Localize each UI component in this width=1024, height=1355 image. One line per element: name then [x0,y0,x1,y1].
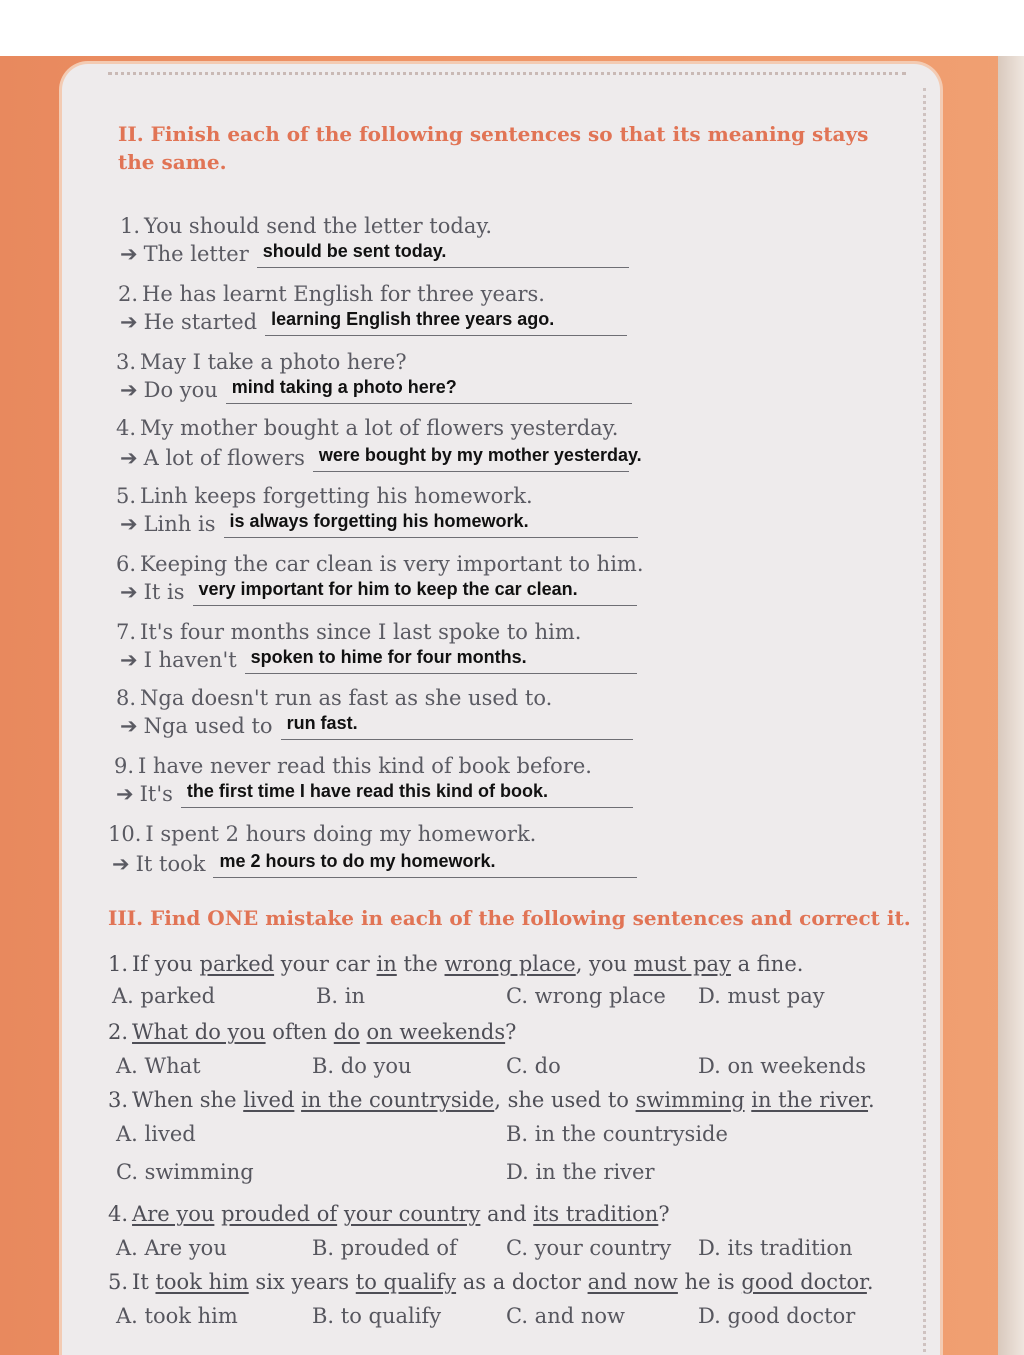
question-text: I spent 2 hours doing my homework. [145,822,537,846]
option-d[interactable]: D. its tradition [698,1236,853,1260]
mistake-question-1 [108,950,803,978]
question-number: 8. [116,686,137,710]
question-6 [116,550,644,578]
question-number: 1. [120,214,141,238]
answer-row-7 [120,646,637,674]
handwritten-answer: learning English three years ago. [271,309,555,329]
question-text: May I take a photo here? [140,350,407,374]
question-2 [118,280,545,308]
sentence-segment: , you [575,952,634,976]
question-number: 5. [116,484,137,508]
arrow-right-icon: ➔ [120,310,138,334]
answer-row-6 [120,578,637,606]
question-number: 4. [108,1202,129,1226]
answer-blank[interactable] [226,377,632,404]
underlined-segment: on weekends [366,1020,506,1044]
answer-blank[interactable] [313,445,642,472]
answer-prompt: Do you [143,378,218,402]
sentence-segment: six years [248,1270,356,1294]
handwritten-answer: mind taking a photo here? [231,377,457,397]
answer-blank[interactable] [213,851,637,878]
question-number: 2. [118,282,139,306]
sentence-segment [360,1020,367,1044]
sentence-segment: . [866,1270,874,1294]
underlined-segment: What do you [132,1020,266,1044]
answer-prompt: I haven't [143,648,237,672]
answer-row-3 [120,376,632,404]
page-border-dots-right [923,88,926,1355]
underlined-segment: and now [587,1270,678,1294]
underlined-segment: in the river [751,1088,869,1112]
sentence-segment: often [265,1020,334,1044]
option-d[interactable]: D. in the river [506,1160,655,1184]
next-page-edge [998,56,1024,1355]
answer-blank[interactable] [193,579,637,606]
arrow-right-icon: ➔ [116,782,134,806]
sentence-segment: ? [658,1202,670,1226]
option-a[interactable]: A. What [116,1054,201,1078]
underlined-segment: good doctor [741,1270,867,1294]
underlined-segment: took him [155,1270,249,1294]
question-number: 1. [108,952,129,976]
sentence-segment: It [132,1270,156,1294]
handwritten-answer: is always forgetting his homework. [229,511,529,531]
mistake-question-3 [108,1086,875,1114]
answer-prompt: It took [135,852,206,876]
question-number: 5. [108,1270,129,1294]
handwritten-answer: the first time I have read this kind of book. [186,781,548,801]
answer-blank[interactable] [257,241,629,268]
underlined-segment: lived [243,1088,295,1112]
arrow-right-icon: ➔ [120,580,138,604]
sentence-segment: If you [132,952,200,976]
option-c[interactable]: C. do [506,1054,561,1078]
answer-prompt: Nga used to [143,714,273,738]
underlined-segment: Are you [132,1202,215,1226]
mistake-question-4 [108,1200,670,1228]
question-text: My mother bought a lot of flowers yesterday. [140,416,619,440]
option-a[interactable]: A. Are you [116,1236,227,1260]
option-b[interactable]: B. in the countryside [506,1122,728,1146]
question-text: It's four months since I last spoke to him. [140,620,582,644]
question-text: Keeping the car clean is very important to him. [140,552,644,576]
arrow-right-icon: ➔ [120,512,138,536]
option-b[interactable]: B. do you [312,1054,412,1078]
option-b[interactable]: B. to qualify [312,1304,442,1328]
answer-blank[interactable] [265,309,627,336]
arrow-right-icon: ➔ [120,378,138,402]
question-3 [116,348,407,376]
answer-prompt: A lot of flowers [143,446,305,470]
section-2-title: II. Finish each of the following sentences so that its meaning stays the same. [118,122,869,174]
handwritten-answer: very important for him to keep the car clean. [198,579,578,599]
answer-prompt: Linh is [143,512,216,536]
handwritten-answer: should be sent today. [262,241,447,261]
underlined-segment: parked [199,952,275,976]
answer-row-10 [112,850,637,878]
answer-row-5 [120,510,638,538]
question-number: 7. [116,620,137,644]
sentence-segment [337,1202,344,1226]
answer-blank[interactable] [181,781,633,808]
question-number: 10. [108,822,142,846]
underlined-segment: in [376,952,397,976]
photo-background [0,56,1024,1355]
question-text: He has learnt English for three years. [142,282,545,306]
handwritten-answer: spoken to hime for four months. [250,647,527,667]
question-number: 3. [116,350,137,374]
underlined-segment: to qualify [355,1270,457,1294]
question-5 [116,482,533,510]
arrow-right-icon: ➔ [120,714,138,738]
answer-prompt: The letter [143,242,249,266]
question-text: You should send the letter today. [144,214,493,238]
underlined-segment: its tradition [533,1202,659,1226]
page-border-dots [108,72,906,81]
option-a[interactable]: A. took him [116,1304,238,1328]
question-number: 9. [114,754,135,778]
question-1 [120,212,492,240]
sentence-segment: and [480,1202,534,1226]
sentence-segment: a fine. [730,952,804,976]
answer-prompt: It is [143,580,185,604]
option-a[interactable]: A. parked [112,984,216,1008]
sentence-segment: your car [274,952,377,976]
underlined-segment: your country [343,1202,481,1226]
question-9 [114,752,592,780]
answer-blank[interactable] [224,511,638,538]
answer-prompt: He started [143,310,258,334]
option-c[interactable]: C. and now [506,1304,625,1328]
underlined-segment: swimming [635,1088,745,1112]
answer-row-8 [120,712,633,740]
answer-row-1 [120,240,629,268]
question-text: I have never read this kind of book before. [138,754,592,778]
option-d[interactable]: D. good doctor [698,1304,856,1328]
sentence-segment: he is [677,1270,742,1294]
answer-blank[interactable] [281,713,633,740]
option-b[interactable]: B. in [316,984,366,1008]
underlined-segment: do [333,1020,360,1044]
section-3-title: III. Find ONE mistake in each of the following sentences and correct it. [108,906,911,930]
sentence-segment: , she used to [494,1088,636,1112]
arrow-right-icon: ➔ [120,446,138,470]
underlined-segment: must pay [633,952,731,976]
underlined-segment: wrong place [444,952,576,976]
sentence-segment: the [396,952,445,976]
underlined-segment: prouded of [221,1202,338,1226]
question-7 [116,618,581,646]
sentence-segment: When she [132,1088,244,1112]
worksheet-page [62,64,940,1355]
option-d[interactable]: D. must pay [698,984,825,1008]
answer-prompt: It's [139,782,173,806]
mistake-question-2 [108,1018,516,1046]
question-number: 2. [108,1020,129,1044]
arrow-right-icon: ➔ [112,852,130,876]
question-10 [108,820,536,848]
arrow-right-icon: ➔ [120,242,138,266]
handwritten-answer: me 2 hours to do my homework. [219,851,496,871]
question-text: Linh keeps forgetting his homework. [140,484,533,508]
option-c[interactable]: C. swimming [116,1160,254,1184]
sentence-segment: ? [505,1020,517,1044]
option-a[interactable]: A. lived [116,1122,196,1146]
sentence-segment: . [868,1088,875,1112]
handwritten-answer: run fast. [286,713,358,733]
answer-row-2 [120,308,627,336]
question-number: 3. [108,1088,129,1112]
mistake-question-5 [108,1268,874,1296]
question-number: 4. [116,416,137,440]
answer-blank[interactable] [245,647,637,674]
option-b[interactable]: B. prouded of [312,1236,457,1260]
arrow-right-icon: ➔ [120,648,138,672]
question-8 [116,684,552,712]
sentence-segment: as a doctor [456,1270,588,1294]
question-4 [116,414,618,442]
underlined-segment: in the countryside [301,1088,495,1112]
answer-row-9 [116,780,633,808]
option-d[interactable]: D. on weekends [698,1054,867,1078]
answer-row-4 [120,444,642,472]
question-number: 6. [116,552,137,576]
option-c[interactable]: C. wrong place [506,984,666,1008]
option-c[interactable]: C. your country [506,1236,672,1260]
question-text: Nga doesn't run as fast as she used to. [140,686,553,710]
handwritten-answer: were bought by my mother yesterday. [318,445,642,465]
